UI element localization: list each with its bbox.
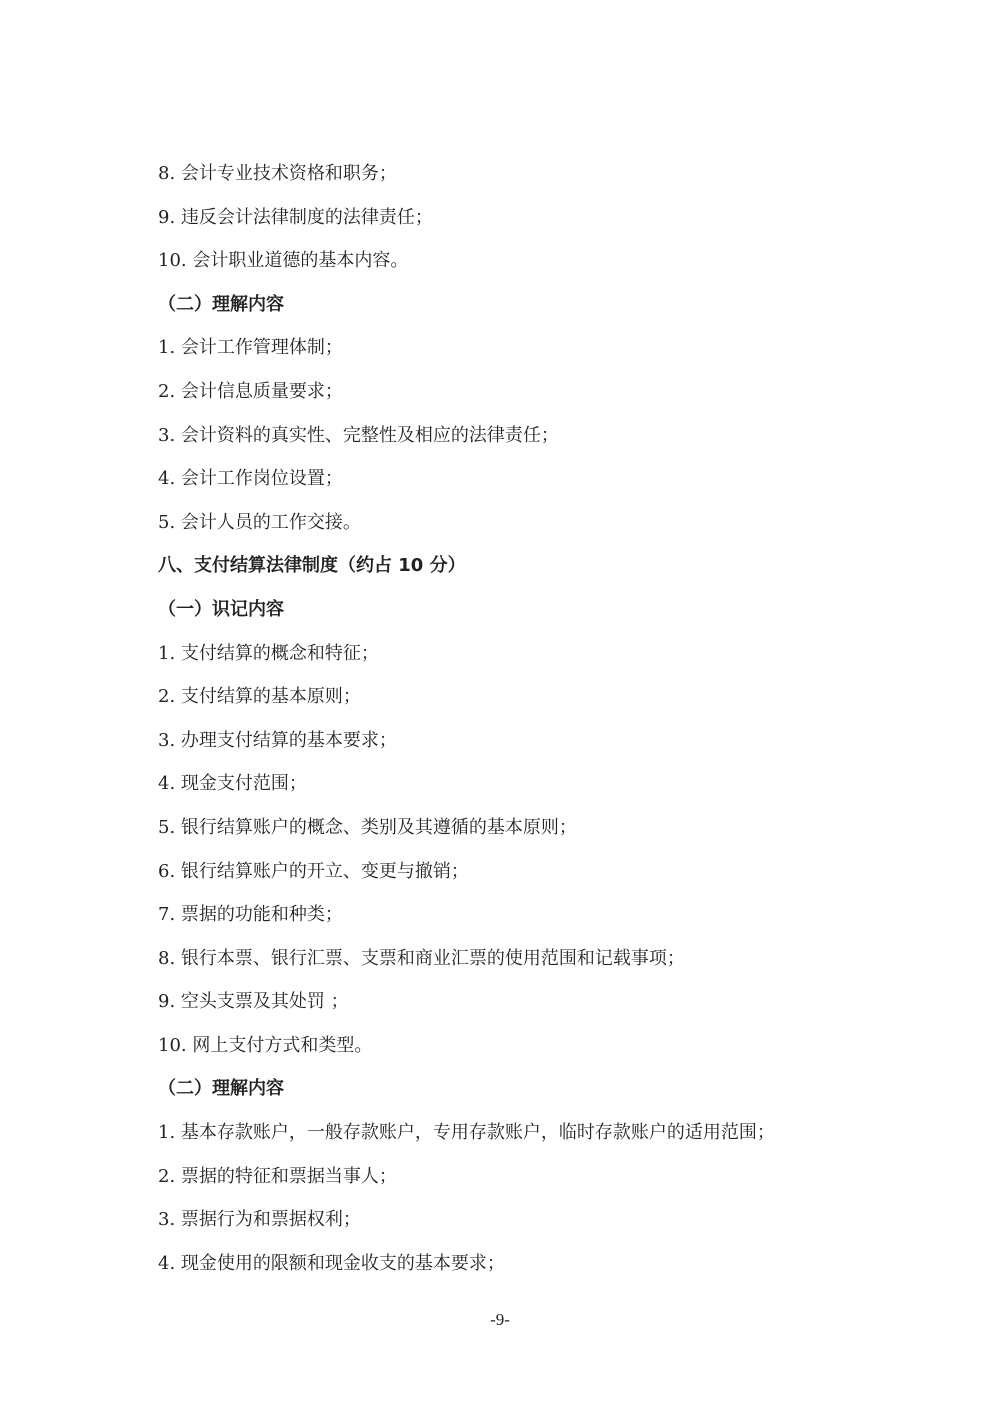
list-item: 3. 办理支付结算的基本要求； — [158, 729, 397, 751]
list-item: 2. 会计信息质量要求； — [158, 380, 343, 402]
list-item: 9. 空头支票及其处罚 ； — [158, 991, 349, 1013]
list-item: 2. 支付结算的基本原则； — [158, 686, 361, 708]
list-item: 5. 银行结算账户的概念、类别及其遵循的基本原则； — [158, 816, 577, 838]
list-item: 9. 违反会计法律制度的法律责任； — [158, 206, 433, 228]
list-item: 4. 现金支付范围； — [158, 773, 307, 795]
page-content — [158, 152, 858, 1285]
list-item: 8. 银行本票、银行汇票、支票和商业汇票的使用范围和记载事项； — [158, 947, 685, 969]
list-item: 3. 会计资料的真实性、完整性及相应的法律责任； — [158, 424, 559, 446]
list-item: 4. 会计工作岗位设置； — [158, 468, 343, 490]
list-item: 1. 会计工作管理体制； — [158, 337, 343, 359]
section-heading: （一）识记内容 — [158, 598, 284, 620]
list-item: 10. 网上支付方式和类型。 — [158, 1034, 373, 1056]
list-item: 6. 银行结算账户的开立、变更与撤销； — [158, 860, 469, 882]
list-item: 7. 票据的功能和种类； — [158, 904, 343, 926]
list-item: 4. 现金使用的限额和现金收支的基本要求； — [158, 1252, 505, 1274]
list-item: 10. 会计职业道德的基本内容。 — [158, 250, 409, 272]
list-item: 5. 会计人员的工作交接。 — [158, 511, 361, 533]
section-heading: （二）理解内容 — [158, 293, 284, 315]
list-item: 1. 支付结算的概念和特征； — [158, 642, 379, 664]
section-heading: （二）理解内容 — [158, 1078, 284, 1100]
list-item: 2. 票据的特征和票据当事人； — [158, 1165, 397, 1187]
list-item: 8. 会计专业技术资格和职务； — [158, 163, 397, 184]
list-item: 3. 票据行为和票据权利； — [158, 1209, 361, 1231]
list-item: 1. 基本存款账户，一般存款账户，专用存款账户，临时存款账户的适用范围； — [158, 1122, 775, 1144]
page-number: -9- — [490, 1310, 510, 1329]
chapter-heading: 八、支付结算法律制度（约占 10 分） — [158, 555, 466, 577]
